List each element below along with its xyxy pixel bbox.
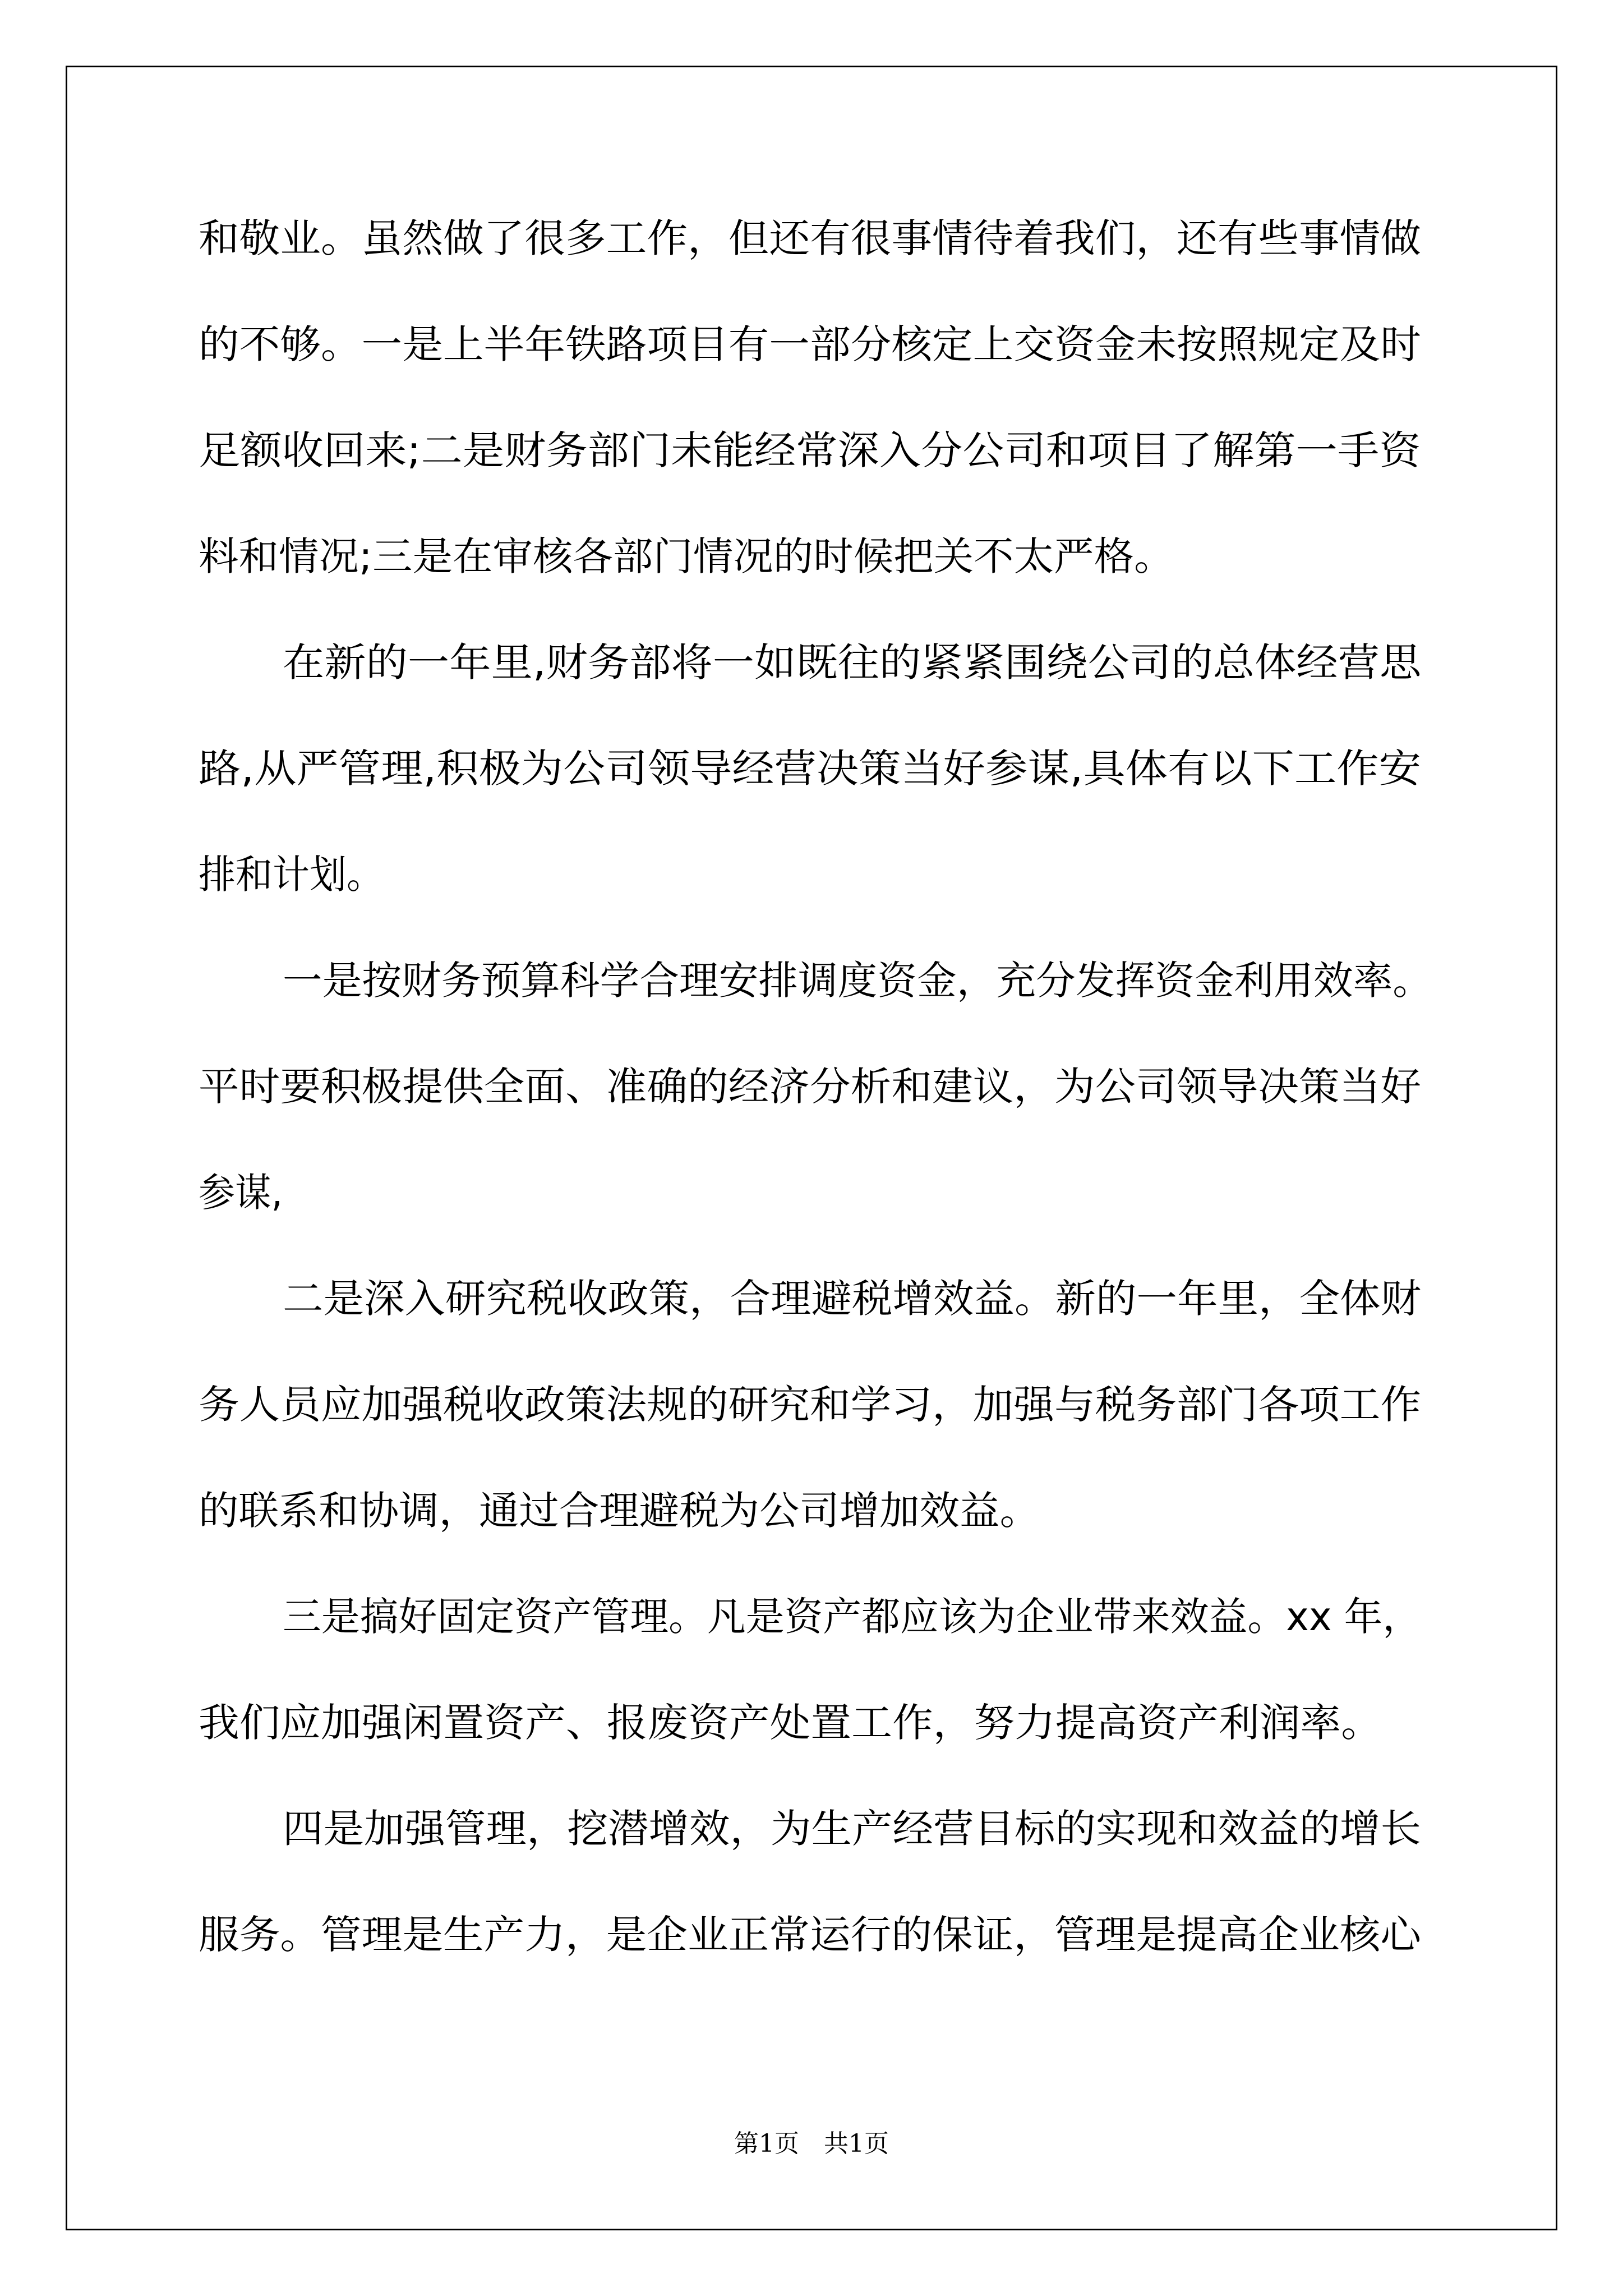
- text-line: 平时要积极提供全面、准确的经济分析和建议，为公司领导决策当好: [199, 1064, 1421, 1110]
- text-line: 和敬业。虽然做了很多工作，但还有很事情待着我们，还有些事情做: [199, 215, 1421, 261]
- text-line: 在新的一年里,财务部将一如既往的紧紧围绕公司的总体经营思: [283, 639, 1422, 685]
- text-line: 料和情况;三是在审核各部门情况的时候把关不太严格。: [199, 533, 1174, 579]
- text-line: 二是深入研究税收政策，合理避税增效益。新的一年里，全体财: [283, 1276, 1421, 1322]
- page-footer: 第1页 共1页: [734, 2129, 889, 2158]
- text-line: 我们应加强闲置资产、报废资产处置工作，努力提高资产利润率。: [199, 1700, 1382, 1746]
- text-line: 的不够。一是上半年铁路项目有一部分核定上交资金未按照规定及时: [199, 321, 1421, 367]
- text-line: 的联系和协调，通过合理避税为公司增加效益。: [199, 1488, 1040, 1534]
- text-line: 足额收回来;二是财务部门未能经常深入分公司和项目了解第一手资: [199, 427, 1421, 473]
- text-line: 路,从严管理,积极为公司领导经营决策当好参谋,具体有以下工作安: [199, 746, 1421, 792]
- text-line: 务人员应加强税收政策法规的研究和学习，加强与税务部门各项工作: [199, 1382, 1421, 1428]
- page-border: [66, 66, 1557, 2230]
- text-line: 服务。管理是生产力，是企业正常运行的保证，管理是提高企业核心: [199, 1912, 1421, 1958]
- text-line: 一是按财务预算科学合理安排调度资金，充分发挥资金利用效率。: [283, 958, 1432, 1004]
- text-line: 四是加强管理，挖潜增效，为生产经营目标的实现和效益的增长: [283, 1806, 1421, 1852]
- text-line: 排和计划。: [199, 852, 384, 898]
- text-line: 三是搞好固定资产管理。凡是资产都应该为企业带来效益。xx 年，: [283, 1594, 1422, 1640]
- text-line: 参谋,: [199, 1170, 283, 1216]
